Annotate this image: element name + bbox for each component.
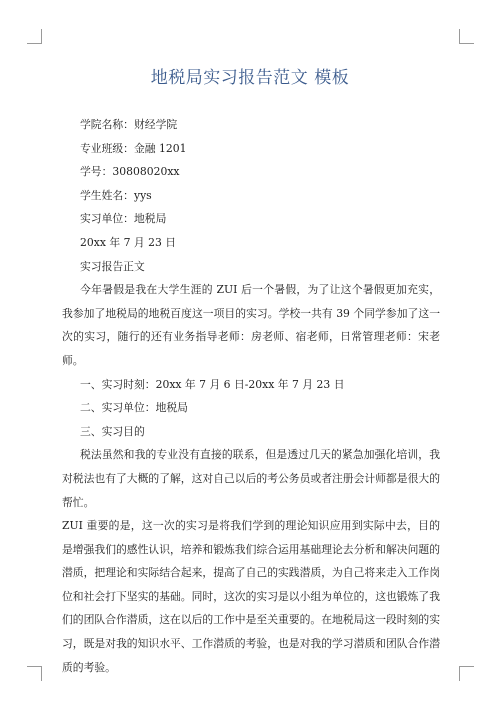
intro-paragraph: 今年暑假是我在大学生涯的 ZUI 后一个暑假，为了让这个暑假更加充实，我参加了地税局的地税百度这一项目的实习。学校一共有 39 个同学参加了这一次的实习，随行的还有业务指导老师：房老师、宿老师，日常管理老师：宋老师。 — [62, 283, 440, 367]
crop-mark-top-right — [459, 29, 474, 44]
section-time: 一、实习时刻：20xx 年 7 月 6 日-20xx 年 7 月 23 日 — [80, 377, 345, 391]
field-report-heading: 实习报告正文 — [80, 259, 145, 273]
field-internship-unit: 实习单位：地税局 — [80, 212, 167, 226]
field-college: 学院名称：财经学院 — [80, 118, 178, 131]
field-date: 20xx 年 7 月 23 日 — [80, 235, 177, 249]
section-purpose: 三、实习目的 — [80, 424, 145, 438]
field-student-name: 学生姓名：yys — [80, 188, 152, 202]
field-class: 专业班级：金融 1201 — [80, 141, 187, 155]
field-student-id: 学号：30808020xx — [80, 165, 180, 179]
document-body — [62, 113, 440, 679]
section-unit: 二、实习单位：地税局 — [80, 401, 188, 415]
purpose-paragraph-1: 税法虽然和我的专业没有直接的联系，但是透过几天的紧急加强化培训，我对税法也有了大概的了解，这对自己以后的考公务员或者注册会计师都是很大的帮忙。 — [62, 448, 440, 509]
document-title: 地税局实习报告范文 模板 — [150, 68, 350, 88]
purpose-paragraph-2: ZUI 重要的是，这一次的实习是将我们学到的理论知识应用到实际中去，目的是增强我们的感性认识，培养和锻炼我们综合运用基础理论去分析和解决问题的潜质，把理论和实际结合起来，提高了自己的实践潜质，为自己将来走入工作岗位和社会打下坚实的基础。同时，这次的实习是以小组为单位的，这也锻炼了我们的团队合作潜质，这在以后的工作中是至关重要的。在地税局这一段时刻的实习，既是对我的知识水平、工作潜质的考验，也是对我的学习潜质和团队合作潜质的考验。 — [62, 519, 440, 674]
crop-mark-bottom-left — [27, 666, 42, 681]
crop-mark-top-left — [27, 29, 42, 44]
crop-mark-bottom-right — [459, 666, 474, 681]
